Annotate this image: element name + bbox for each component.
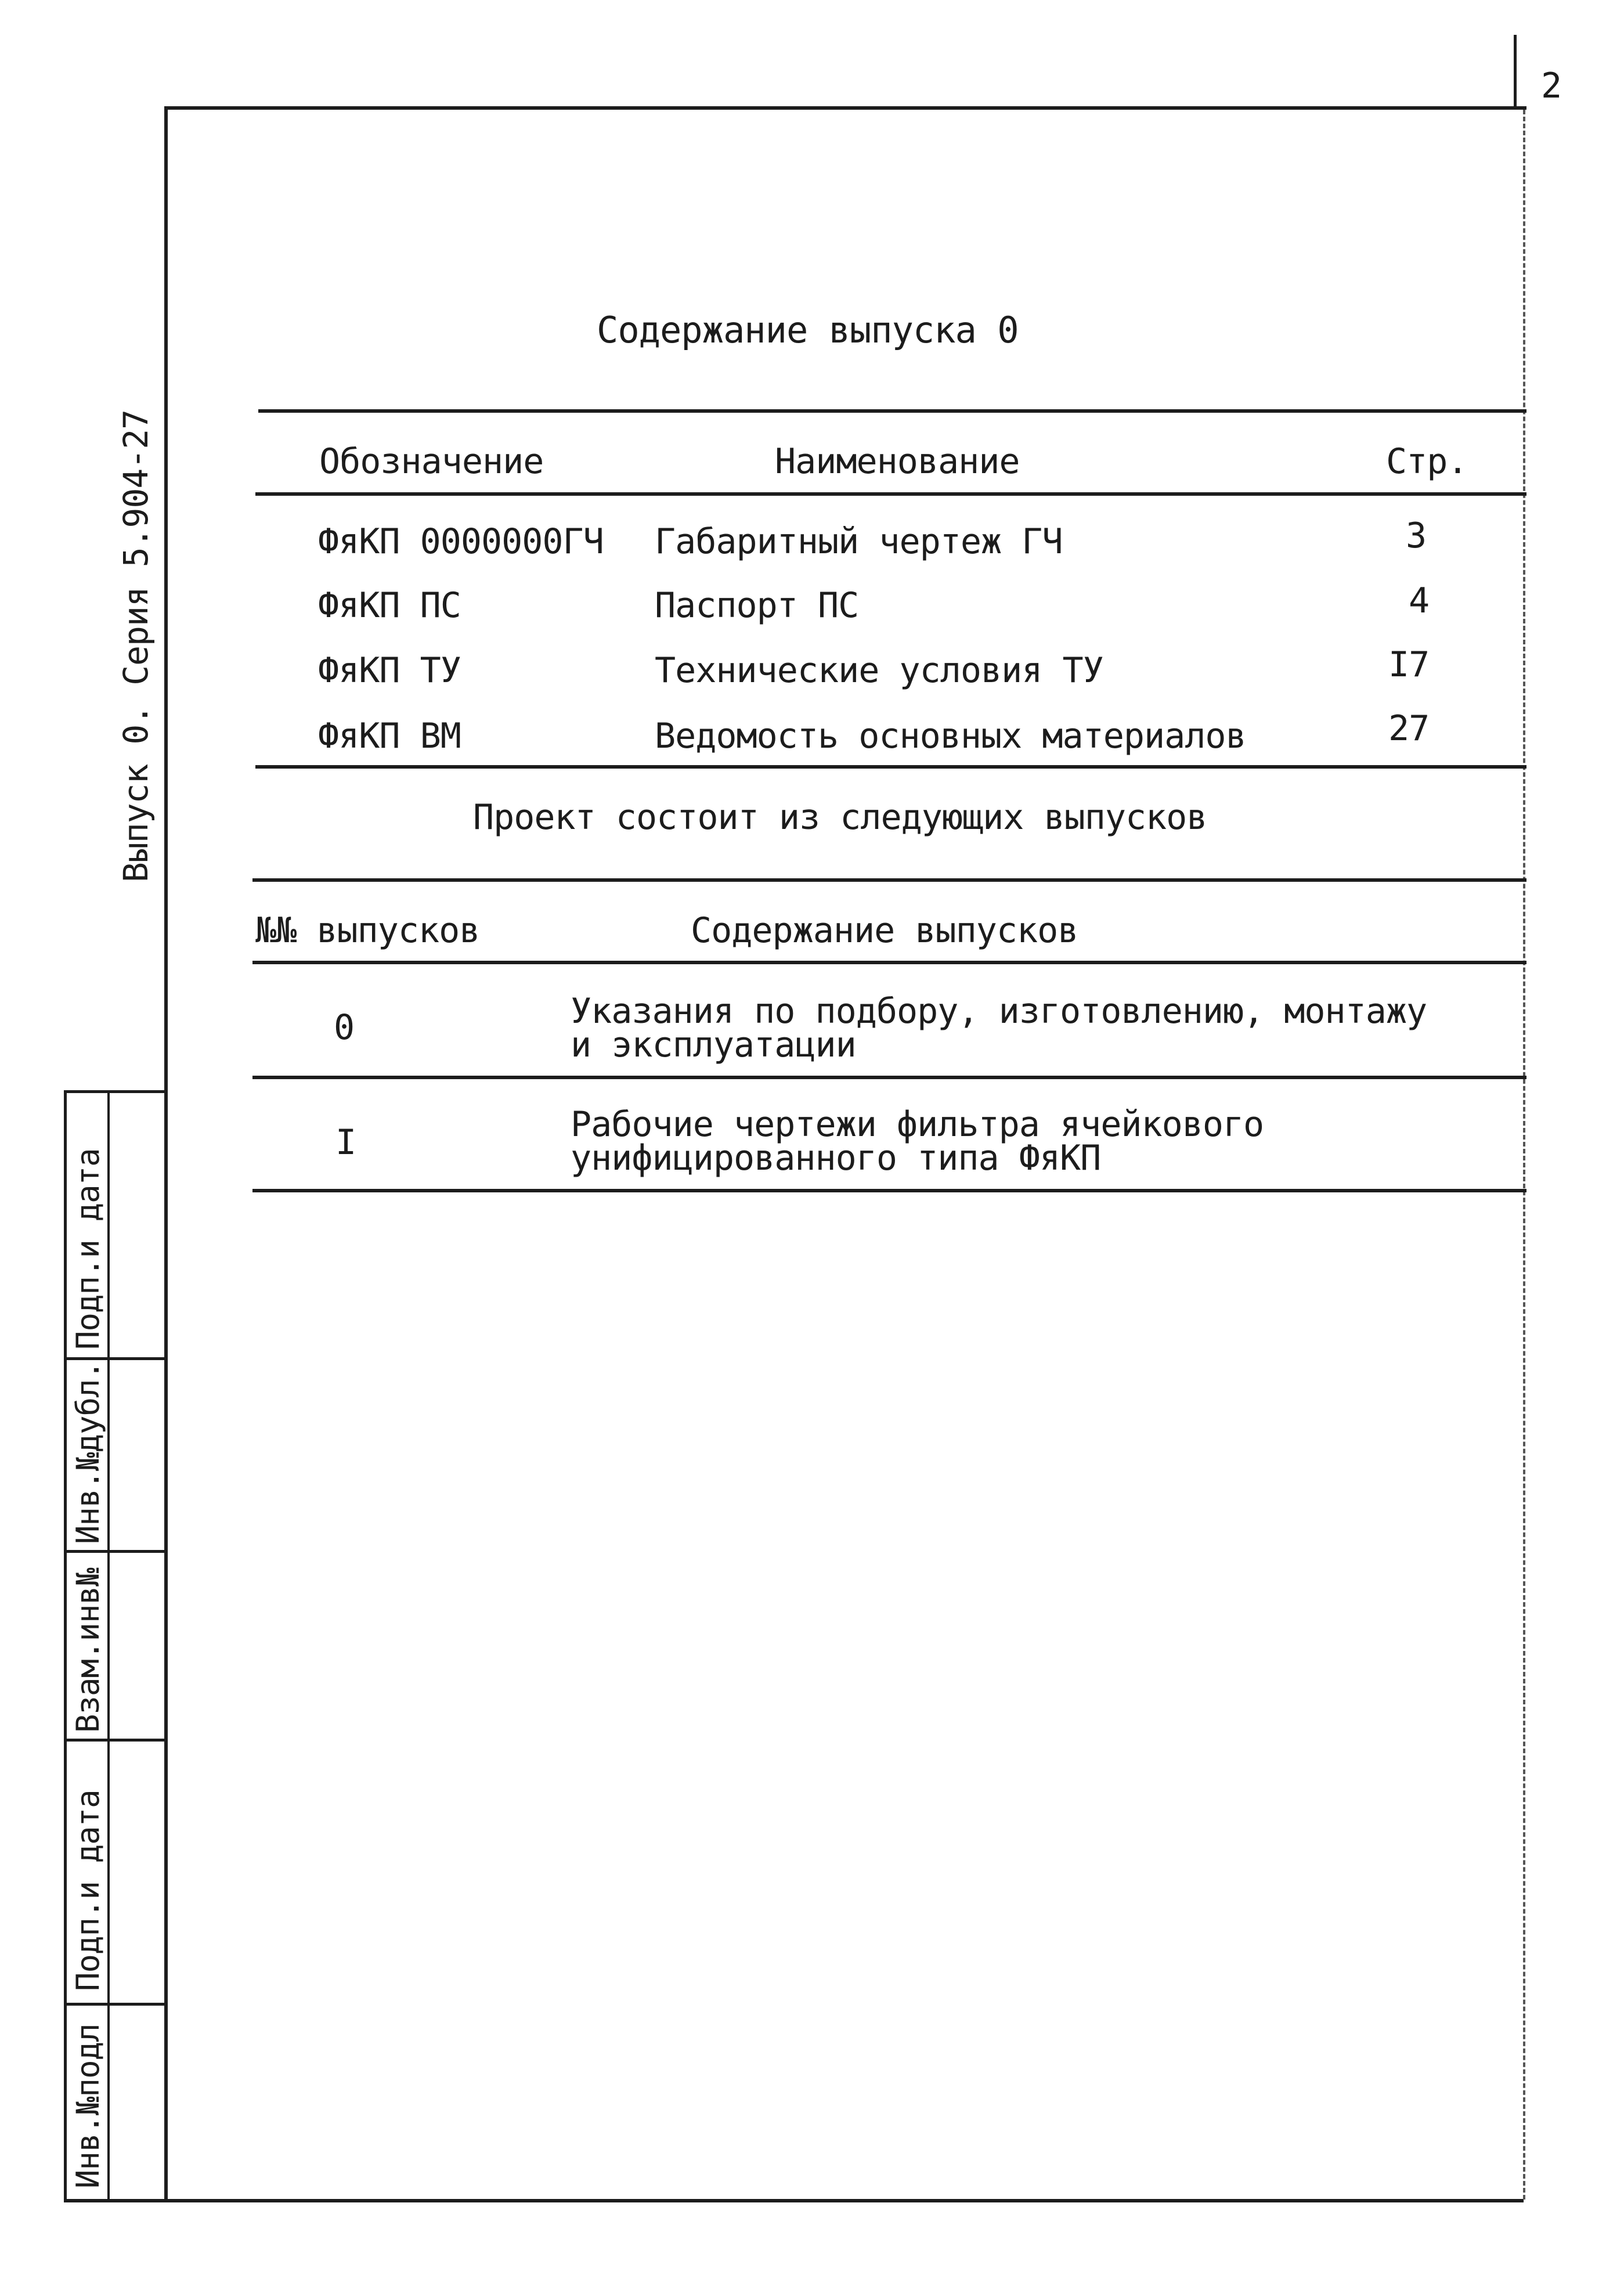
issue-row-content — [571, 991, 1427, 1065]
contents-row-code: ФяКП ТУ — [318, 650, 461, 691]
contents-row-code: ФяКП ВМ — [318, 716, 461, 756]
stamp-mid-line — [107, 1090, 110, 2201]
issue-row-line: Указания по подбору, изготовлению, монтажу — [571, 991, 1427, 1032]
contents-header-page: Стр. — [1386, 441, 1468, 482]
page-number-divider — [1514, 35, 1517, 107]
contents-row-name: Ведомость основных материалов — [655, 716, 1246, 756]
issues-header-content: Содержание выпусков — [691, 910, 1078, 951]
stamp-cell-sign-date-2: Подп.и дата — [70, 1148, 106, 1350]
issue-row-line: и эксплуатации — [571, 1025, 856, 1065]
contents-header-name: Наименование — [775, 441, 1020, 482]
stamp-left-line — [64, 1090, 67, 2201]
page-number: 2 — [1541, 66, 1562, 106]
stamp-divider-3 — [64, 1739, 167, 1742]
issue-row-line: Рабочие чертежи фильтра ячейкового — [571, 1104, 1264, 1145]
issue-row-content — [571, 1104, 1264, 1178]
stamp-divider-4 — [64, 2003, 167, 2006]
stamp-divider-2 — [64, 1550, 167, 1553]
stamp-cell-sign-date-1: Подп.и дата — [70, 1790, 106, 1991]
contents-table-top-line — [258, 409, 1526, 413]
page-title: Содержание выпуска 0 — [597, 309, 1019, 351]
contents-header-designation: Обозначение — [319, 441, 544, 482]
series-caption: Выпуск 0. Серия 5.904-27 — [116, 409, 156, 882]
issues-row-divider — [252, 1076, 1526, 1079]
issues-table-bottom-line — [252, 1189, 1526, 1192]
issue-row-line: унифицированного типа ФяКП — [571, 1138, 1101, 1178]
contents-row-name: Габаритный чертеж ГЧ — [655, 521, 1063, 562]
contents-row-name: Технические условия ТУ — [655, 650, 1103, 691]
stamp-top-line — [64, 1090, 167, 1093]
contents-row-code: ФяКП 0000000ГЧ — [318, 521, 604, 562]
contents-row-page: 4 — [1409, 581, 1430, 621]
stamp-cell-inv-duplicate: Инв.№дубл. — [70, 1361, 106, 1544]
contents-row-page: I7 — [1388, 644, 1430, 685]
contents-row-name: Паспорт ПС — [655, 585, 859, 626]
stamp-cell-replacement-inv: Взам.инв№ — [70, 1568, 106, 1733]
frame-left-border — [164, 106, 168, 2202]
frame-bottom-border — [64, 2199, 1524, 2202]
issues-header-line — [252, 961, 1526, 964]
contents-row-page: 27 — [1388, 708, 1430, 749]
issue-row-number: I — [335, 1122, 356, 1163]
stamp-cell-inv-original: Инв.№подл — [70, 2024, 106, 2189]
issues-table-top-line — [252, 878, 1526, 882]
contents-row-code: ФяКП ПС — [318, 585, 461, 626]
contents-row-page: 3 — [1406, 515, 1427, 556]
contents-header-line — [255, 492, 1526, 496]
stamp-divider-1 — [64, 1357, 167, 1360]
frame-top-border — [165, 106, 1526, 110]
issues-subtitle: Проект состоит из следующих выпусков — [473, 797, 1207, 838]
issues-header-number: №№ выпусков — [255, 910, 480, 951]
frame-right-border — [1523, 110, 1525, 2200]
contents-table-bottom-line — [255, 765, 1526, 769]
issue-row-number: 0 — [334, 1007, 355, 1048]
